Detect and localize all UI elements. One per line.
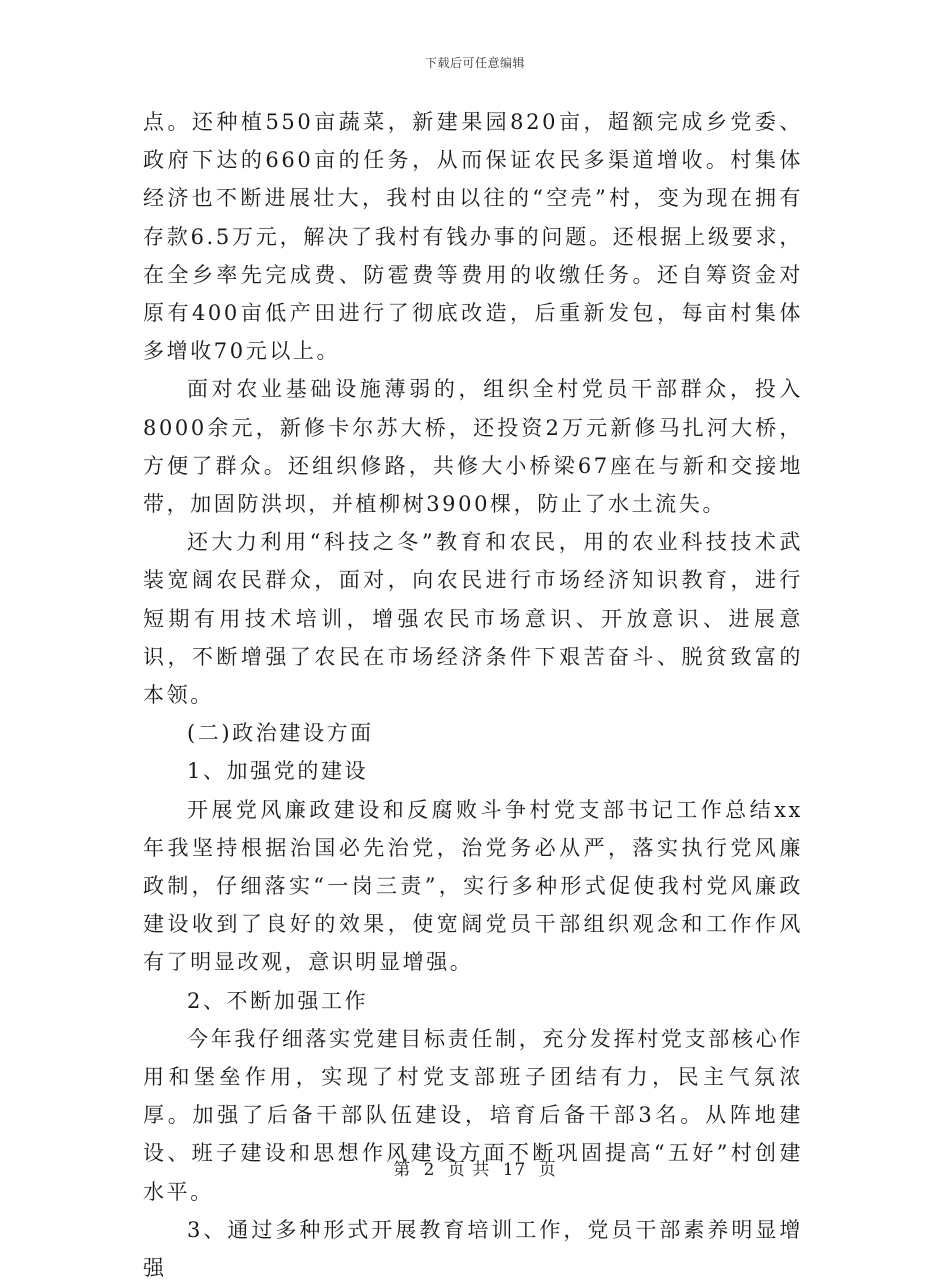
subheading-strengthen-work: 2、不断加强工作 bbox=[187, 988, 369, 1013]
current-page-number: 2 bbox=[423, 1160, 436, 1180]
paragraph-technology-education: 还大力利用“科技之冬”教育和农民，用的农业科技技术武装宽阔农民群众，面对，向农民进行市场经济知识教育，进行短期有用技术培训，增强农民市场意识、开放意识、进展意识，不断增强了农民在市场经济条件下艰苦奋斗、脱贫致富的本领。 bbox=[143, 530, 803, 708]
page-footer bbox=[0, 1155, 950, 1180]
footer-prefix: 第 bbox=[393, 1160, 412, 1180]
section-heading-political: (二)政治建设方面 bbox=[187, 721, 374, 746]
paragraph-infrastructure: 面对农业基础设施薄弱的，组织全村党员干部群众，投入8000余元，新修卡尔苏大桥，还投资2万元新修马扎河大桥，方便了群众。还组织修路，共修大小桥梁67座在与新和交接地带，加固防洪坝，并植柳树3900棵，防止了水土流失。 bbox=[143, 377, 803, 517]
paragraph-responsibility: 今年我仔细落实党建目标责任制，充分发挥村党支部核心作用和堡垒作用，实现了村党支部班子团结有力，民主气氛浓厚。加强了后备干部队伍建设，培育后备干部3名。从阵地建设、班子建设和思想作风建设方面不断巩固提高“五好”村创建水平。 bbox=[143, 1026, 803, 1204]
subheading-party-building: 1、加强党的建设 bbox=[187, 759, 369, 784]
document-body bbox=[143, 103, 803, 1287]
footer-middle: 页 共 bbox=[447, 1160, 491, 1180]
footer-suffix: 页 bbox=[538, 1160, 557, 1180]
total-page-count: 17 bbox=[502, 1160, 527, 1180]
subheading-training: 3、通过多种形式开展教育培训工作，党员干部素养明显增强 bbox=[143, 1217, 803, 1281]
paragraph-integrity: 开展党风廉政建设和反腐败斗争村党支部书记工作总结xx年我坚持根据治国必先治党，治党务必从严，落实执行党风廉政制，仔细落实“一岗三责”，实行多种形式促使我村党风廉政建设收到了良好的效果，使宽阔党员干部组织观念和工作作风有了明显改观，意识明显增强。 bbox=[143, 797, 803, 975]
paragraph-continuation: 点。还种植550亩蔬菜，新建果园820亩，超额完成乡党委、政府下达的660亩的任务，从而保证农民多渠道增收。村集体经济也不断进展壮大，我村由以往的“空壳”村，变为现在拥有存款6.5万元，解决了我村有钱办事的问题。还根据上级要求，在全乡率先完成费、防雹费等费用的收缴任务。还自筹资金对原有400亩低产田进行了彻底改造，后重新发包，每亩村集体多增收70元以上。 bbox=[143, 110, 803, 364]
header-note: 下载后可任意编辑 bbox=[424, 56, 525, 70]
